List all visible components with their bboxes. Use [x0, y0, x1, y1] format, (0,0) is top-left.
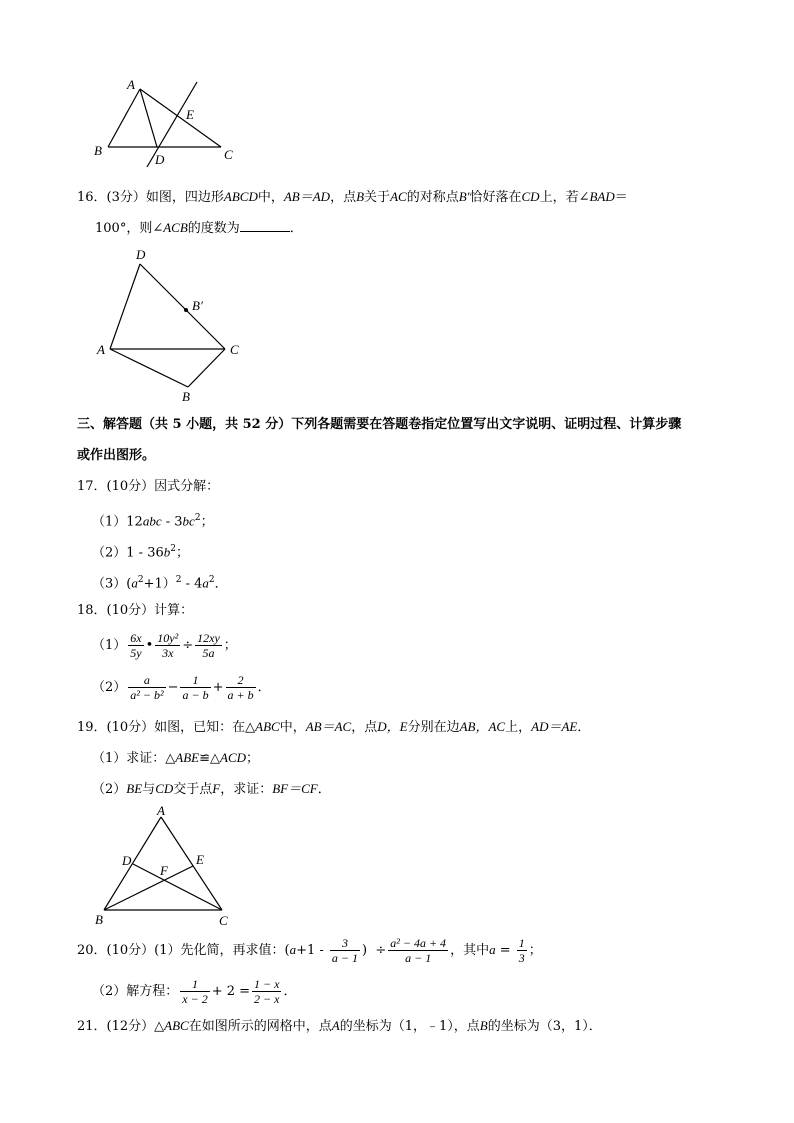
- denominator: a − 1: [388, 950, 448, 965]
- text: abc: [142, 513, 162, 529]
- text: BE: [126, 781, 143, 796]
- label-A: A: [157, 803, 165, 818]
- text: a: [489, 942, 496, 957]
- text: - 3: [161, 514, 183, 530]
- text: 恰好落在: [469, 190, 522, 205]
- text: 20．(10分）(1）先化简，再求值：(: [77, 943, 290, 958]
- text: ；: [246, 751, 260, 766]
- denominator: x − 2: [182, 992, 208, 1006]
- q21-stem: [77, 1017, 602, 1036]
- text: A: [331, 1018, 340, 1033]
- label-C: C: [230, 342, 239, 357]
- text: 在如图所示的网格中，点: [188, 1019, 332, 1034]
- text: 上，: [505, 720, 532, 735]
- text: - 4: [181, 576, 203, 592]
- text: ，点: [330, 190, 357, 205]
- text: +1）: [143, 576, 176, 592]
- fraction: [252, 977, 281, 1006]
- segment-DC: [140, 264, 225, 349]
- q20-part2: [92, 974, 297, 1010]
- denominator: a − b: [182, 688, 209, 702]
- text: 分别在边: [407, 720, 460, 735]
- text: b: [163, 544, 171, 560]
- text: •: [145, 638, 154, 653]
- q17-part3: [92, 571, 228, 593]
- fraction: [128, 673, 165, 702]
- segment-AB: [110, 349, 188, 387]
- text: a: [289, 942, 297, 957]
- text: ．: [289, 221, 303, 236]
- figure-q19: [88, 802, 240, 928]
- text: ；: [200, 514, 214, 530]
- text: 2: [208, 575, 215, 585]
- segment-AD: [110, 264, 140, 349]
- numerator: a² − 4a + 4: [390, 936, 447, 950]
- q17-part1: [92, 509, 214, 531]
- text: ＝: [614, 190, 628, 205]
- text: ACB: [163, 220, 188, 235]
- text: 的坐标为（3，1）．: [487, 1019, 602, 1034]
- text: +: [212, 680, 224, 695]
- text: B: [479, 1018, 488, 1033]
- point-B-prime: [184, 308, 188, 312]
- text: ；: [528, 943, 542, 958]
- text: ACD: [220, 750, 246, 765]
- text: =: [495, 943, 515, 958]
- denominator: 2 − x: [254, 992, 280, 1006]
- text: 中，: [257, 190, 284, 205]
- label-C: C: [224, 147, 233, 162]
- q18-part2: [92, 670, 271, 706]
- fraction: [155, 631, 180, 660]
- q17-part2: [92, 540, 189, 562]
- fraction: [128, 631, 143, 660]
- segment-AC: [161, 817, 222, 910]
- denominator: 5y: [130, 646, 142, 660]
- q16-line2: [95, 219, 303, 238]
- text: BAD: [589, 189, 615, 204]
- text: AB＝AD: [283, 189, 331, 204]
- text: （2）解方程：: [92, 984, 179, 999]
- text: ．: [214, 576, 228, 592]
- label-B-prime: B′: [192, 298, 203, 313]
- text: 关于: [364, 190, 391, 205]
- text: ÷: [182, 638, 194, 653]
- text: CD: [521, 189, 540, 204]
- denominator: a + b: [227, 688, 254, 702]
- text: 的坐标为（1，﹣1），点: [339, 1019, 480, 1034]
- text: ，其中: [450, 943, 490, 958]
- label-D: D: [136, 247, 146, 262]
- text: ；: [223, 638, 237, 653]
- text: B′: [458, 189, 470, 204]
- text: +1 -: [296, 943, 328, 958]
- text: 交于点: [173, 782, 213, 797]
- text: （1）: [92, 638, 127, 653]
- text: 2: [137, 575, 144, 585]
- label-E: E: [186, 107, 194, 122]
- segment-BC: [188, 349, 225, 387]
- q19-part2: [92, 780, 331, 799]
- text: 19．(10分）如图，已知：在△: [77, 720, 256, 735]
- text: AB＝AC: [305, 719, 352, 734]
- denominator: a² − b²: [130, 688, 164, 702]
- text: ABC: [255, 719, 280, 734]
- text: a: [131, 575, 138, 591]
- text: （2）: [92, 680, 127, 695]
- text: D，E: [377, 719, 408, 734]
- label-B: B: [94, 143, 102, 158]
- numerator: a: [143, 673, 150, 687]
- answer-blank: [240, 219, 290, 232]
- numerator: 1: [192, 977, 198, 991]
- text: ．: [577, 720, 591, 735]
- text: 的对称点: [406, 190, 459, 205]
- text: 2: [194, 513, 201, 523]
- text: AC: [390, 189, 407, 204]
- denominator: 5a: [195, 645, 222, 660]
- q18-part1: [92, 628, 237, 664]
- label-B: B: [182, 389, 190, 404]
- segment-AB: [108, 89, 140, 147]
- segment-AC: [140, 89, 221, 147]
- numerator: 6x: [130, 631, 142, 645]
- text: B: [356, 189, 365, 204]
- text: （2）: [92, 782, 127, 797]
- segment-AD: [140, 89, 157, 147]
- text: CD: [155, 781, 174, 796]
- figure-q15: [85, 72, 245, 172]
- text: 与: [142, 782, 156, 797]
- text: （3）(: [92, 576, 132, 592]
- label-B: B: [95, 912, 103, 927]
- text: ．: [317, 782, 331, 797]
- q16-line1: [77, 188, 628, 207]
- label-E: E: [196, 852, 204, 867]
- text: AB，AC: [459, 719, 506, 734]
- numerator: 2: [237, 673, 244, 687]
- label-C: C: [219, 913, 228, 928]
- text: BF＝CF: [272, 781, 318, 796]
- fraction: [330, 936, 360, 965]
- text: a: [202, 575, 209, 591]
- text: 16．(3分）如图，四边形: [77, 190, 224, 205]
- numerator: 1: [192, 673, 199, 687]
- text: ．: [257, 680, 271, 695]
- fraction: [180, 673, 210, 702]
- text: ABC: [164, 1018, 189, 1033]
- fraction: [226, 673, 256, 702]
- text: ≌△: [199, 751, 220, 766]
- q18-stem: 18．(10分）计算：: [77, 603, 194, 618]
- q17-stem: 17．(10分）因式分解：: [77, 479, 220, 494]
- fraction: [388, 936, 448, 965]
- label-D: D: [155, 152, 165, 167]
- denominator: a − 1: [331, 951, 359, 965]
- text: 的度数为: [187, 221, 240, 236]
- text: AD＝AE: [531, 719, 578, 734]
- numerator: 3: [341, 936, 348, 950]
- text: −: [167, 680, 179, 695]
- text: 2: [170, 544, 176, 554]
- text: bc: [182, 513, 195, 529]
- text: （1）求证：△: [92, 751, 176, 766]
- text: ，求证：: [220, 782, 273, 797]
- text: ABCD: [223, 189, 258, 204]
- denominator: 3x: [155, 645, 180, 660]
- text: + 2 =: [211, 984, 251, 999]
- text: 中，: [279, 720, 306, 735]
- q19-stem: [77, 718, 590, 737]
- segment-CD: [133, 864, 222, 910]
- section3-line2: 或作出图形。: [77, 448, 156, 463]
- text: ．: [283, 984, 297, 999]
- text: 上，若∠: [539, 190, 590, 205]
- denominator: 3: [518, 951, 525, 965]
- label-A: A: [127, 77, 135, 92]
- q19-part1: [92, 749, 259, 768]
- q20-part1: [77, 932, 542, 969]
- text: （1）12: [92, 514, 143, 530]
- text: 21．(12分）△: [77, 1019, 165, 1034]
- text: ): [362, 943, 368, 958]
- fraction: [180, 977, 209, 1006]
- numerator: 10y²: [157, 631, 179, 645]
- numerator: 1: [518, 936, 525, 950]
- numerator: 12xy: [197, 631, 220, 645]
- text: ÷: [375, 943, 387, 958]
- label-A: A: [97, 342, 105, 357]
- label-F: F: [160, 863, 168, 878]
- text: ，点: [351, 720, 378, 735]
- text: 2: [175, 575, 182, 585]
- text: （2）1 - 36: [92, 545, 164, 561]
- numerator: 1 − x: [254, 977, 280, 991]
- text: 100°，则∠: [95, 221, 164, 236]
- label-D: D: [122, 853, 132, 868]
- text: F: [212, 781, 221, 796]
- figure-q16: [90, 244, 250, 406]
- text: ；: [175, 545, 189, 561]
- section3-line1: 三、解答题（共 5 小题，共 52 分）下列各题需要在答题卷指定位置写出文字说明、证明过程、计算步骤: [77, 417, 682, 432]
- text: ABE: [175, 750, 200, 765]
- fraction: [517, 936, 527, 965]
- fraction: [195, 631, 222, 660]
